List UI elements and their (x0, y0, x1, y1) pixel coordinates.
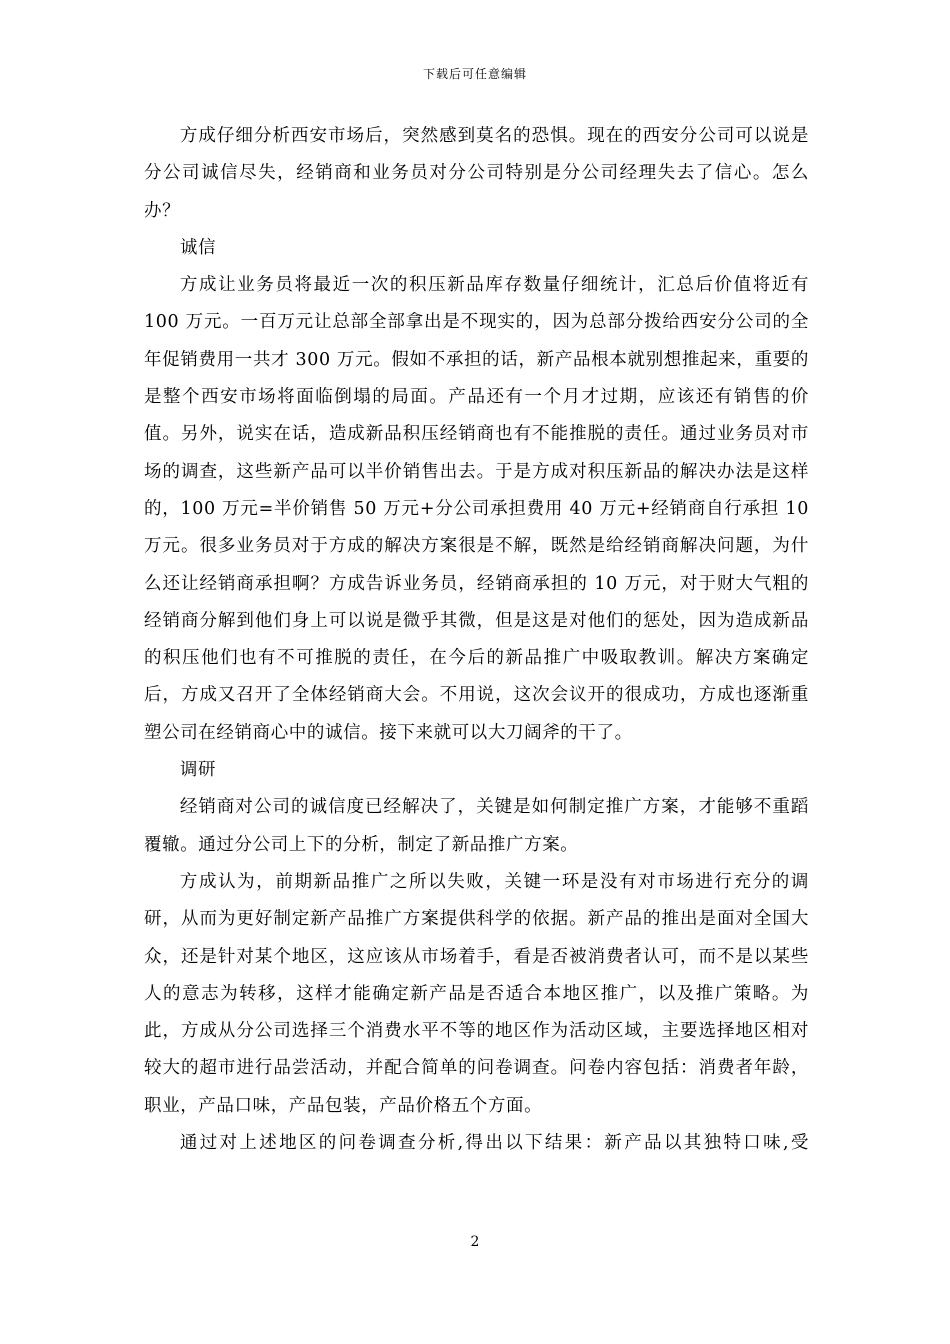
page-number: 2 (470, 1234, 480, 1250)
document-body (144, 118, 809, 1162)
paragraph-research-1: 经销商对公司的诚信度已经解决了，关键是如何制定推广方案，才能够不重蹈覆辙。通过分公司上下的分析，制定了新品推广方案。 (144, 797, 809, 855)
section-heading-research: 调研 (179, 760, 217, 781)
paragraph-research-3: 通过对上述地区的问卷调查分析,得出以下结果：新产品以其独特口味,受 (179, 1133, 809, 1154)
paragraph-intro: 方成仔细分析西安市场后，突然感到莫名的恐惧。现在的西安分公司可以说是分公司诚信尽失，经销商和业务员对分公司特别是分公司经理失去了信心。怎么办？ (144, 126, 809, 221)
paragraph-integrity: 方成让业务员将最近一次的积压新品库存数量仔细统计，汇总后价值将近有 100 万元。一百万元让总部全部拿出是不现实的，因为总部分拨给西安分公司的全年促销费用一共才 300 万元。假如不承担的话，新产品根本就别想推起来，重要的是整个西安市场将面临倒塌的局面。产品还有一个月才过期，应该还有销售的价值。另外，说实在话，造成新品积压经销商也有不能推脱的责任。通过业务员对市场的调查，这些新产品可以半价销售出去。于是方成对积压新品的解决办法是这样的，100 万元=半价销售 50 万元+分公司承担费用 40 万元+经销商自行承担 10 万元。很多业务员对于方成的解决方案很是不解，既然是给经销商解决问题，为什么还让经销商承担啊？方成告诉业务员，经销商承担的 10 万元，对于财大气粗的经销商分解到他们身上可以说是微乎其微，但是这是对他们的惩处，因为造成新品的积压他们也有不可推脱的责任，在今后的新品推广中吸取教训。解决方案确定后，方成又召开了全体经销商大会。不用说，这次会议开的很成功，方成也逐渐重塑公司在经销商心中的诚信。接下来就可以大刀阔斧的干了。 (144, 275, 809, 743)
paragraph-research-2: 方成认为，前期新品推广之所以失败，关键一环是没有对市场进行充分的调研，从而为更好制定新产品推广方案提供科学的依据。新产品的推出是面对全国大众，还是针对某个地区，这应该从市场着手，看是否被消费者认可，而不是以某些人的意志为转移，这样才能确定新产品是否适合本地区推广，以及推广策略。为此，方成从分公司选择三个消费水平不等的地区作为活动区域，主要选择地区相对较大的超市进行品尝活动，并配合简单的问卷调查。问卷内容包括：消费者年龄，职业，产品口味，产品包装，产品价格五个方面。 (144, 871, 809, 1116)
page-header: 下载后可任意编辑 (422, 67, 527, 81)
section-heading-integrity: 诚信 (179, 237, 217, 258)
